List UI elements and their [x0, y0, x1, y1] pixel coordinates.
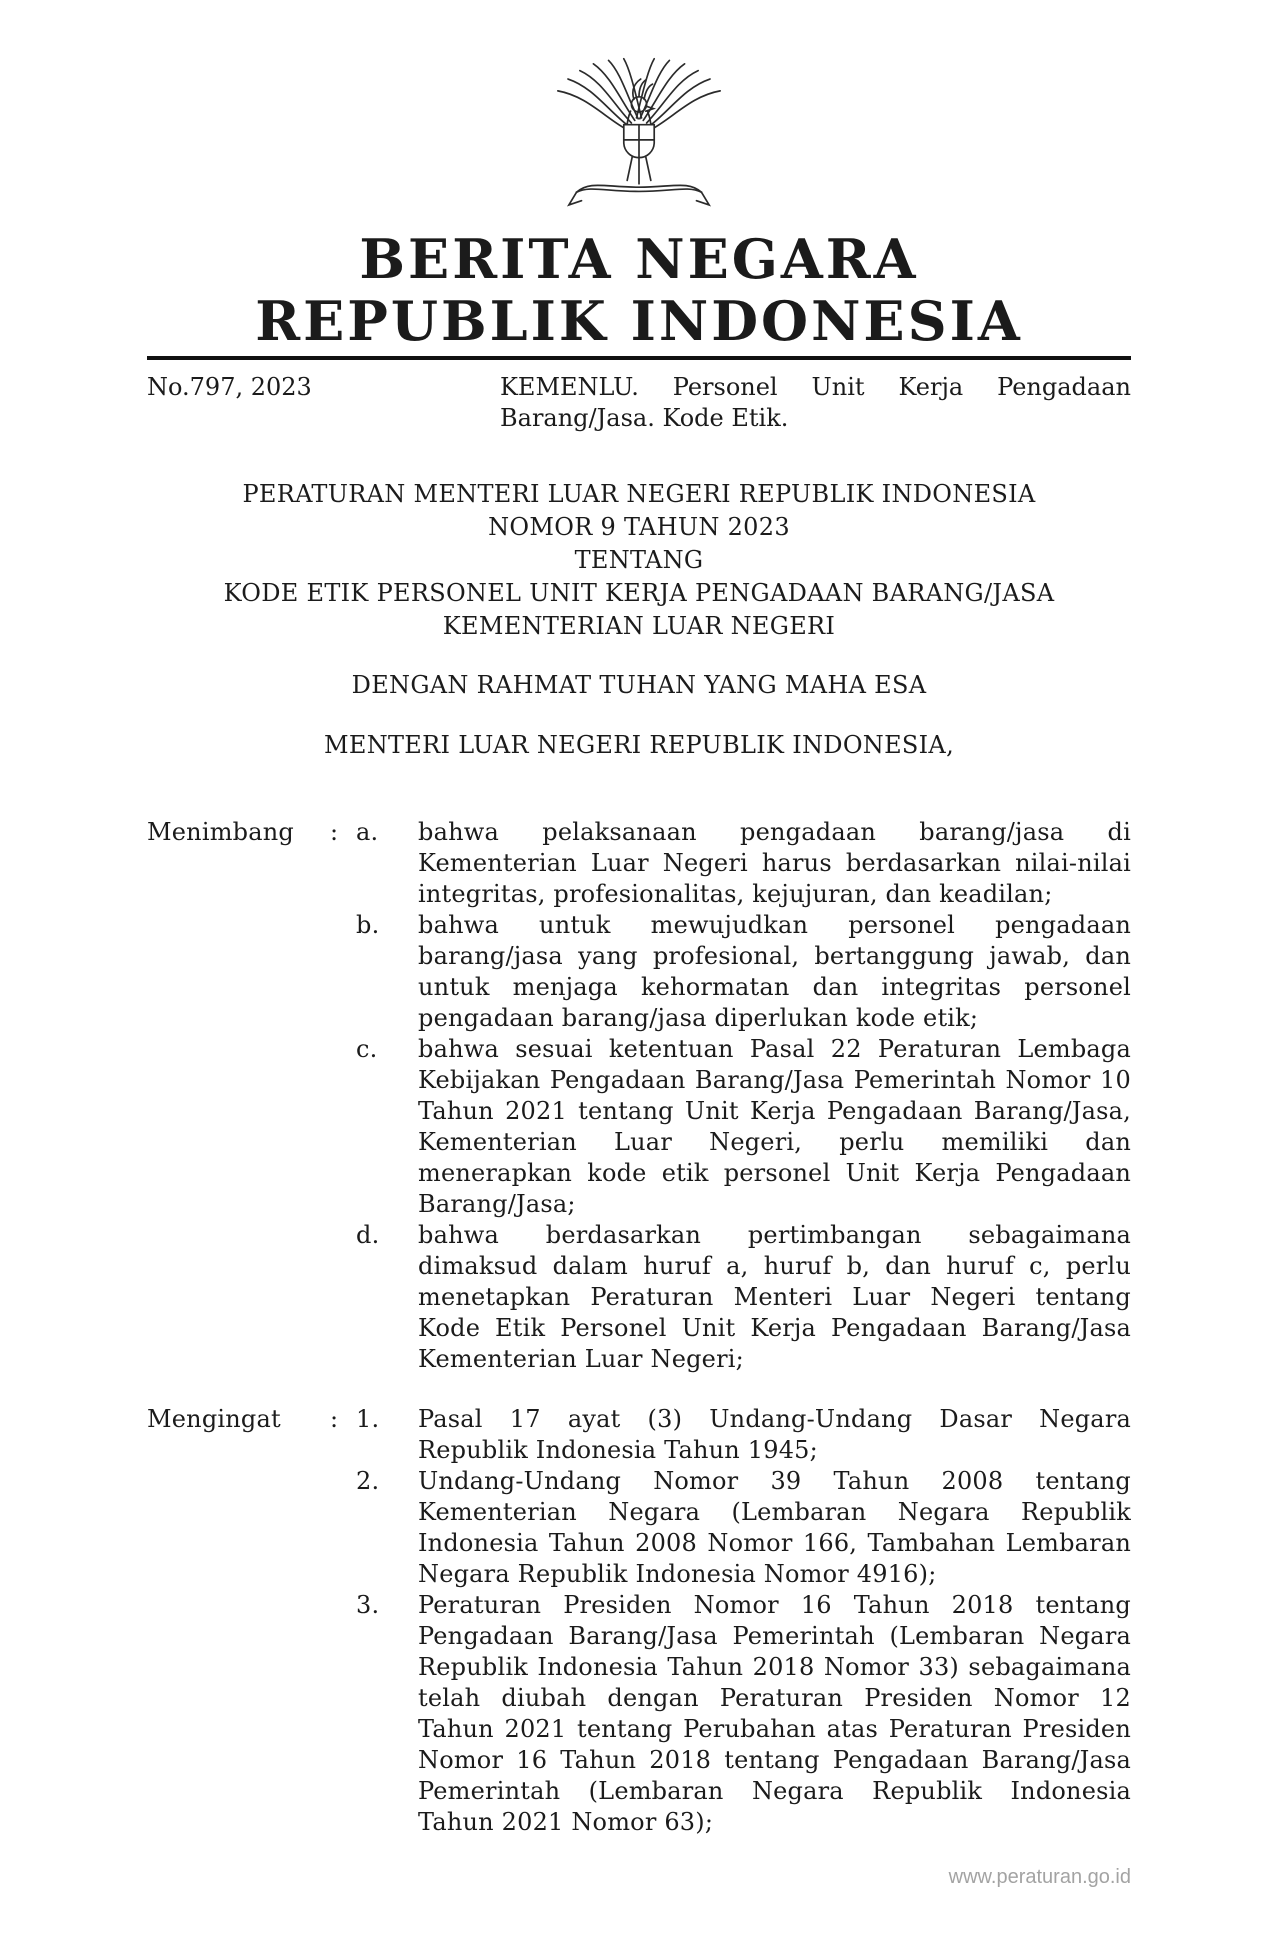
- legal-basis-label: Mengingat: [147, 1405, 281, 1433]
- regulation-title-line-1: PERATURAN MENTERI LUAR NEGERI REPUBLIK INDONESIA: [242, 480, 1036, 508]
- spacer-cell: [330, 1590, 356, 1838]
- gazette-subject: KEMENLU. Personel Unit Kerja Pengadaan Barang/Jasa. Kode Etik.: [500, 373, 1131, 432]
- masthead-title-line-1: BERITA NEGARA: [359, 227, 919, 291]
- garuda-pancasila-emblem: [147, 52, 1131, 222]
- garuda-emblem-drawing: [546, 52, 732, 221]
- regulation-title-line-2: NOMOR 9 TAHUN 2023: [488, 513, 790, 541]
- consideration-marker: d.: [356, 1221, 380, 1249]
- page-content: [0, 52, 1275, 1838]
- masthead-title-line-2: REPUBLIK INDONESIA: [255, 289, 1023, 353]
- spacer-cell: [330, 910, 356, 1034]
- footer-website: www.peraturan.go.id: [948, 1866, 1131, 1888]
- gazette-number: No.797, 2023: [147, 373, 312, 401]
- consideration-text: bahwa untuk mewujudkan personel pengadaan barang/jasa yang profesional, bertanggung jawab, dan untuk menjaga kehormatan dan integritas personel pengadaan barang/jasa diperlukan kode etik;: [418, 911, 1131, 1032]
- spacer-cell: [330, 1466, 356, 1590]
- spacer-cell: [147, 910, 330, 1034]
- legal-basis-text: Peraturan Presiden Nomor 16 Tahun 2018 tentang Pengadaan Barang/Jasa Pemerintah (Lembaran Negara Republik Indonesia Tahun 2018 Nomor 33) sebagaimana telah diubah dengan Peraturan Presiden Nomor 12 Tahun 2021 tentang Perubahan atas Peraturan Presiden Nomor 16 Tahun 2018 tentang Pengadaan Barang/Jasa Pemerintah (Lembaran Negara Republik Indonesia Tahun 2021 Nomor 63);: [418, 1591, 1131, 1836]
- consideration-text: bahwa pelaksanaan pengadaan barang/jasa di Kementerian Luar Negeri harus berdasarkan nilai-nilai integritas, profesionalitas, kejujuran, dan keadilan;: [418, 818, 1131, 908]
- spacer-cell: [147, 1590, 330, 1838]
- invocation-line: DENGAN RAHMAT TUHAN YANG MAHA ESA: [351, 671, 927, 699]
- consideration-marker: c.: [356, 1035, 378, 1063]
- legal-basis-marker: 1.: [356, 1405, 380, 1433]
- regulation-title-block: [147, 478, 1131, 643]
- legal-basis-text: Pasal 17 ayat (3) Undang-Undang Dasar Negara Republik Indonesia Tahun 1945;: [418, 1405, 1131, 1464]
- authority-line: MENTERI LUAR NEGERI REPUBLIK INDONESIA,: [324, 731, 954, 759]
- masthead-title: [147, 228, 1131, 352]
- considerations-section: [147, 817, 1131, 1375]
- masthead-rule: [147, 356, 1131, 360]
- regulation-title-line-5: KEMENTERIAN LUAR NEGERI: [442, 612, 836, 640]
- consideration-marker: a.: [356, 818, 379, 846]
- regulation-title-line-3: TENTANG: [574, 546, 704, 574]
- spacer-cell: [147, 1220, 330, 1375]
- consideration-text: bahwa sesuai ketentuan Pasal 22 Peraturan Lembaga Kebijakan Pengadaan Barang/Jasa Pemerintah Nomor 10 Tahun 2021 tentang Unit Kerja Pengadaan Barang/Jasa, Kementerian Luar Negeri, perlu memiliki dan menerapkan kode etik personel Unit Kerja Pengadaan Barang/Jasa;: [418, 1035, 1131, 1218]
- spacer-cell: [147, 1034, 330, 1220]
- regulation-title-line-4: KODE ETIK PERSONEL UNIT KERJA PENGADAAN BARANG/JASA: [223, 579, 1055, 607]
- legal-basis-marker: 3.: [356, 1591, 380, 1619]
- consideration-marker: b.: [356, 911, 380, 939]
- legal-basis-colon: :: [330, 1405, 339, 1433]
- legal-basis-text: Undang-Undang Nomor 39 Tahun 2008 tentang Kementerian Negara (Lembaran Negara Republik Indonesia Tahun 2008 Nomor 166, Tambahan Lembaran Negara Republik Indonesia Nomor 4916);: [418, 1467, 1131, 1588]
- gazette-meta-row: [147, 372, 1131, 434]
- spacer-cell: [147, 1466, 330, 1590]
- legal-basis-marker: 2.: [356, 1467, 380, 1495]
- considerations-label: Menimbang: [147, 818, 294, 846]
- spacer-cell: [330, 1220, 356, 1375]
- consideration-text: bahwa berdasarkan pertimbangan sebagaimana dimaksud dalam huruf a, huruf b, dan huruf c, perlu menetapkan Peraturan Menteri Luar Negeri tentang Kode Etik Personel Unit Kerja Pengadaan Barang/Jasa Kementerian Luar Negeri;: [418, 1221, 1131, 1373]
- considerations-colon: :: [330, 818, 339, 846]
- legal-basis-section: [147, 1404, 1131, 1838]
- spacer-cell: [330, 1034, 356, 1220]
